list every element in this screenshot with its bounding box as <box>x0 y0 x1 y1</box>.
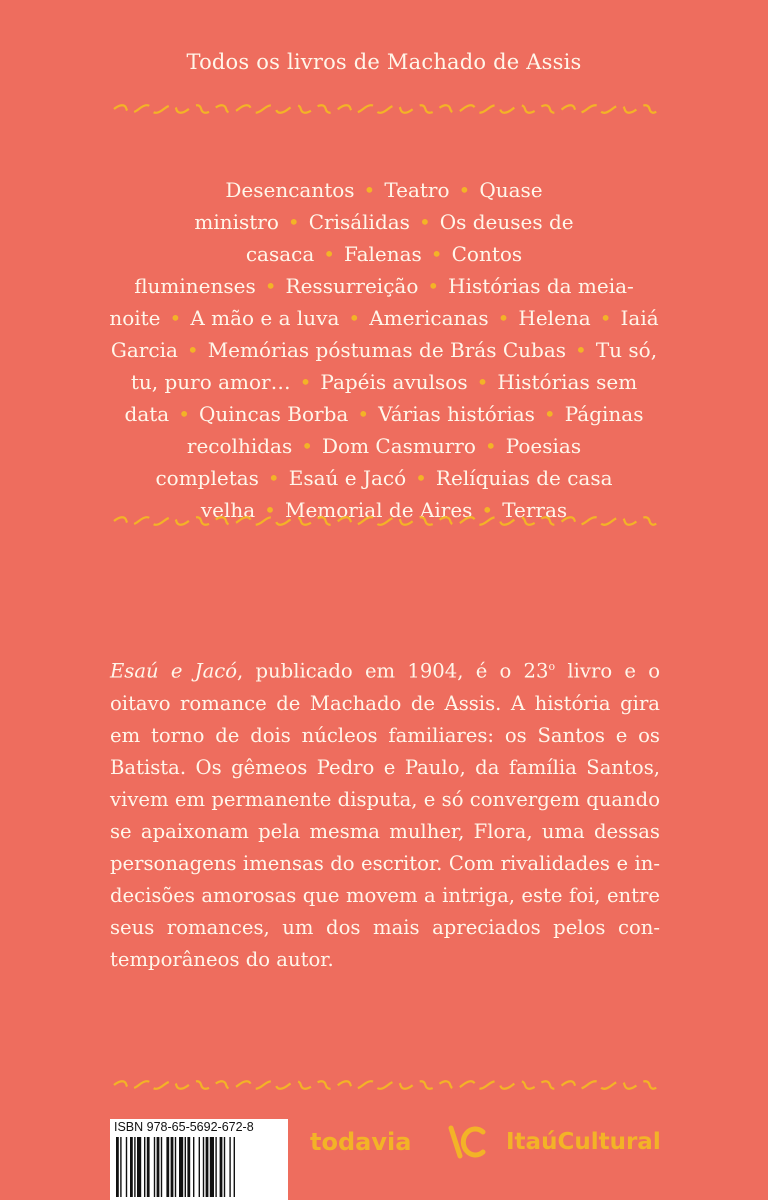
bullet-separator: • <box>484 434 497 458</box>
wave-divider-top <box>112 101 660 117</box>
book-title: Crisálidas <box>308 210 410 234</box>
bullet-separator: • <box>476 370 489 394</box>
bullet-separator: • <box>169 306 182 330</box>
book-title: Histórias da meia-noite <box>109 274 634 330</box>
synopsis-text-1: , publicado em 1904, é o 23 <box>237 659 549 683</box>
todavia-logo: todavia <box>310 1128 412 1156</box>
synopsis-book-title: Esaú e Jacó <box>110 659 238 683</box>
book-title: Desencantos <box>225 178 355 202</box>
book-title: Americanas <box>369 306 489 330</box>
bullet-separator: • <box>430 242 443 266</box>
bullet-separator: • <box>348 306 361 330</box>
wave-divider-middle <box>112 513 660 529</box>
book-title: Falenas <box>344 242 422 266</box>
bullet-separator: • <box>264 274 277 298</box>
isbn-number: ISBN 978-65-5692-672-8 <box>114 1120 254 1134</box>
book-title: Histórias sem data <box>124 370 638 426</box>
book-title: Poesias completas <box>155 434 582 490</box>
bullet-separator: • <box>415 466 427 490</box>
book-title: Quase ministro <box>194 178 543 234</box>
book-title: Iaiá Garcia <box>110 306 659 362</box>
book-title: Várias histórias <box>378 402 535 426</box>
book-title: Terras <box>502 498 568 522</box>
book-title: Teatro <box>384 178 450 202</box>
wave-divider-bottom <box>112 1077 660 1093</box>
bullet-separator: • <box>481 498 494 522</box>
book-title: A mão e a luva <box>190 306 340 330</box>
book-title: Papéis avulsos <box>320 370 468 394</box>
synopsis <box>110 651 660 976</box>
book-title: Ressurreição <box>285 274 419 298</box>
bullet-separator: • <box>323 242 336 266</box>
bullet-separator: • <box>418 210 431 234</box>
barcode-bars <box>114 1137 284 1197</box>
book-title: Esaú e Jacó <box>288 466 407 490</box>
book-title: Dom Casmurro <box>322 434 476 458</box>
book-title: Os deuses de casaca <box>245 210 574 266</box>
bullet-separator: • <box>543 402 556 426</box>
book-title: Quincas Borba <box>199 402 349 426</box>
bullet-separator: • <box>301 434 314 458</box>
book-title: Páginas recolhidas <box>186 402 644 458</box>
bullet-separator: • <box>599 306 612 330</box>
bullet-separator: • <box>299 370 312 394</box>
book-title: Memorial de Aires <box>284 498 473 522</box>
book-title: Tu só, tu, puro amor… <box>130 338 658 394</box>
book-title: Relíquias de casa velha <box>200 466 613 522</box>
bullet-separator: • <box>497 306 510 330</box>
bullet-separator: • <box>264 498 276 522</box>
bullet-separator: • <box>458 178 471 202</box>
book-title: Memórias póstumas de Brás Cubas <box>207 338 567 362</box>
book-title: Contos fluminenses <box>134 242 523 298</box>
bullet-separator: • <box>363 178 376 202</box>
ordinal-marker: o <box>548 660 556 673</box>
itau-cultural-mark-icon <box>448 1124 488 1160</box>
synopsis-text-2: livro e o oitavo romance de Machado de Assis. A história gira em torno de dois núcleos familiares: os Santos e os Batista. Os gêmeos Pedro e Paulo, da família Santos, vivem em permanente disputa, e só convergem quando se apaixonam pela mesma mulher, Flora, uma dessas personagens imensas do escritor. Com rivalidades e indecisões amorosas que movem a intriga, este foi, entre seus romances, um dos mais apreciados pelos contemporâneos do autor. <box>110 659 660 971</box>
book-title: Helena <box>518 306 591 330</box>
heading: Todos os livros de Machado de Assis <box>186 50 582 74</box>
bullet-separator: • <box>427 274 440 298</box>
bullet-separator: • <box>186 338 199 362</box>
itau-cultural-logo: ItaúCultural <box>506 1129 661 1155</box>
bullet-separator: • <box>178 402 190 426</box>
book-titles-list <box>96 174 672 526</box>
bullet-separator: • <box>575 338 587 362</box>
bullet-separator: • <box>287 210 300 234</box>
isbn-barcode <box>110 1119 288 1200</box>
bullet-separator: • <box>267 466 280 490</box>
bullet-separator: • <box>357 402 370 426</box>
